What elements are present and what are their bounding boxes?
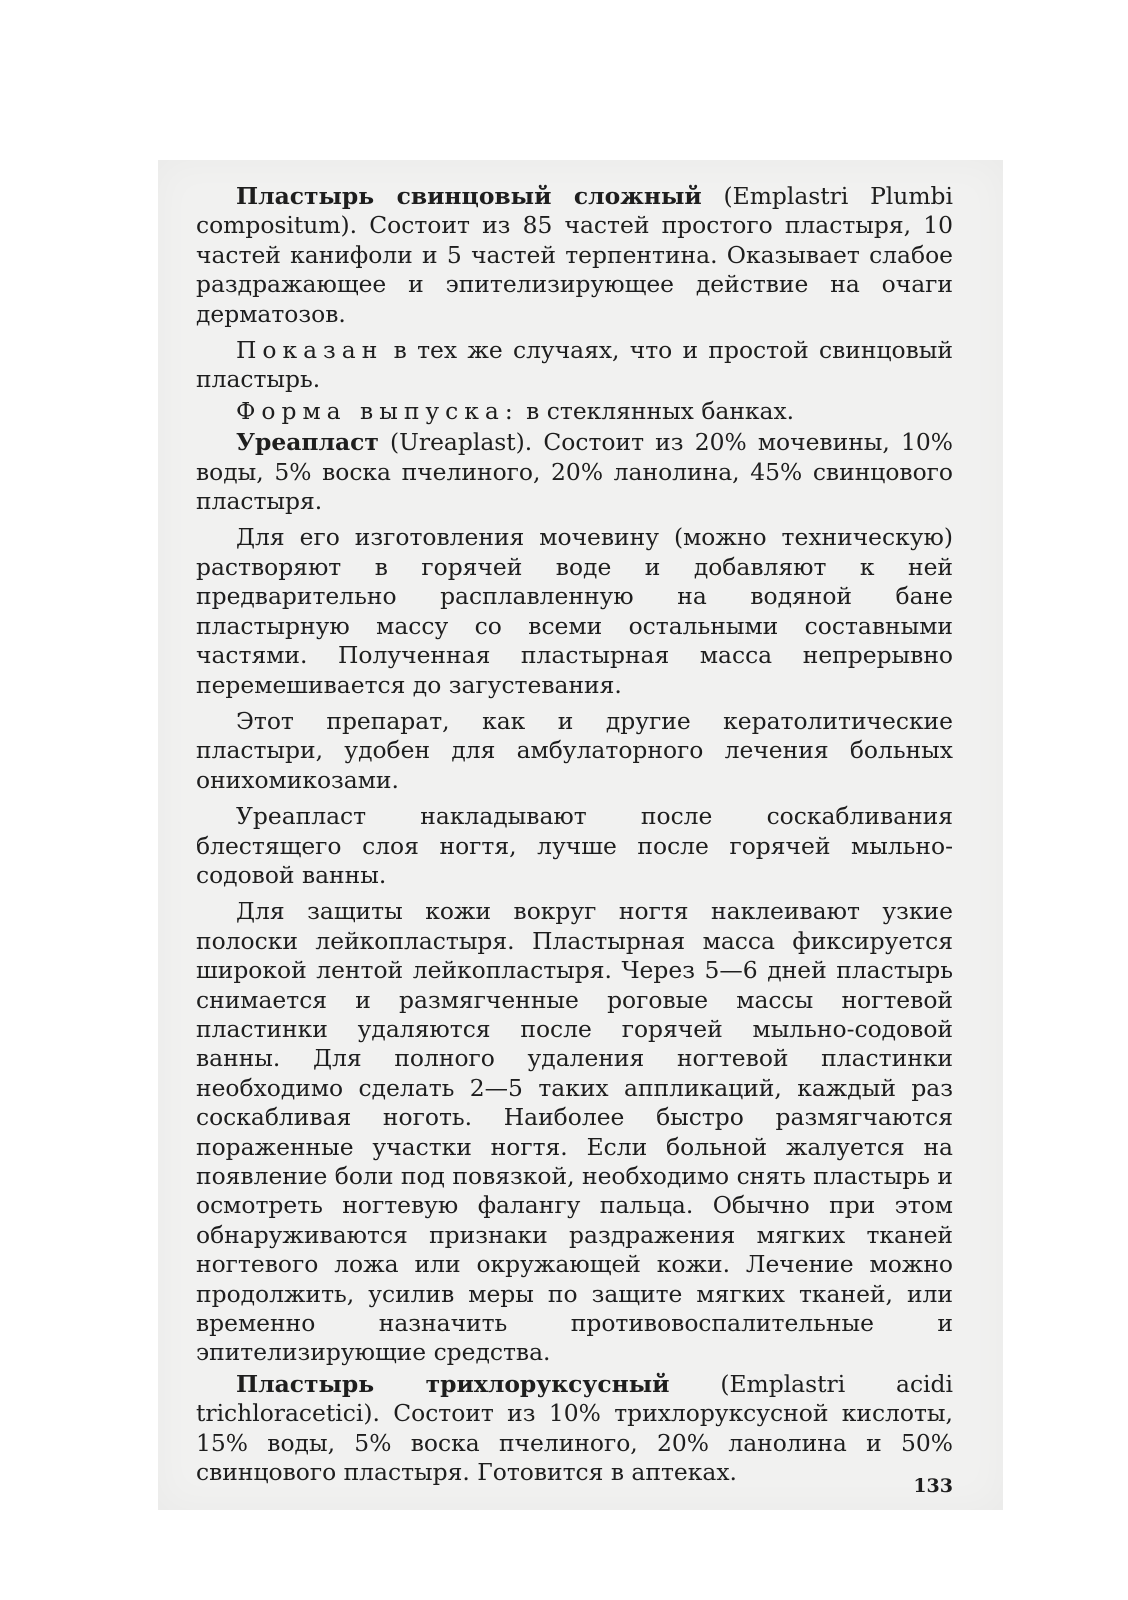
para-form-plumbi — [196, 397, 953, 426]
term-heading: Пластырь трихлоруксусный — [236, 1369, 670, 1398]
book-page — [158, 160, 1003, 1510]
para-ureaplast-use: Этот препарат, как и другие кератолитические пластыри, удобен для амбулаторного лечения больных онихомикозами. — [196, 706, 953, 794]
spaced-term: Показан — [236, 336, 384, 365]
para-text: (Emplastri Plumbi compositum). Состоит из 85 частей простого пластыря, 10 частей канифоли и 5 частей терпентина. Оказывает слабое раздражающее и эпителизирующее действие на очаги дерматозов. — [196, 182, 953, 328]
para-ureaplast-application: Уреапласт накладывают после соскабливания блестящего слоя ногтя, лучше после горячей мыльно-содовой ванны. — [196, 802, 953, 889]
para-text: (Ureaplast). Состоит из 20% мочевины, 10% воды, 5% воска пчелиного, 20% ланолина, 45% свинцового пластыря. — [196, 428, 953, 516]
term-heading: Уреапласт — [236, 428, 379, 457]
para-indications-plumbi — [196, 336, 953, 395]
page-number: 133 — [913, 1475, 953, 1497]
para-ureaplast-protection: Для защиты кожи вокруг ногтя наклеивают узкие полоски лейкопластыря. Пластырная масса фиксируется широкой лентой лейкопластыря. Через 5—6 дней пластырь снимается и размягченные роговые массы ногтевой пластинки удаляются после горячей мыльно-содовой ванны. Для полного удаления ногтевой пластинки необходимо сделать 2—5 таких аппликаций, каждый раз соскабливая ноготь. Наиболее быстро размягчаются пораженные участки ногтя. Если больной жалуется на появление боли под повязкой, необходимо снять пластырь и осмотреть ногтевую фалангу пальца. Обычно при этом обнаруживаются признаки раздражения мягких тканей ногтевого ложа или окружающей кожи. Лечение можно продолжить, усилив меры по защите мягких тканей, или временно назначить противовоспалительные и эпителизирующие средства. — [196, 897, 953, 1367]
page-body-text — [196, 182, 953, 1494]
term-heading: Пластырь свинцовый сложный — [236, 182, 702, 210]
para-lead-trichloracetici — [196, 1370, 953, 1488]
para-lead-ureaplast — [196, 428, 953, 516]
para-text: (Emplastri acidi trichloracetici). Состоит из 10% трихлоруксусной кислоты, 15% воды, 5% воска пчелиного, 20% ланолина и 50% свинцового пластыря. Готовится в аптеках. — [196, 1369, 953, 1487]
spaced-term: Форма выпуска: — [236, 396, 519, 425]
para-lead-plumbi-compositum — [196, 182, 953, 329]
para-text: в тех же случаях, что и простой свинцовый пластырь. — [196, 336, 953, 394]
para-text: в стеклянных банках. — [518, 396, 795, 425]
para-ureaplast-preparation: Для его изготовления мочевину (можно техническую) растворяют в горячей воде и добавляют к ней предварительно расплавленную на водяной бане пластырную массу со всеми остальными составными частями. Полученная пластырная масса непрерывно перемешивается до загустевания. — [196, 523, 953, 699]
